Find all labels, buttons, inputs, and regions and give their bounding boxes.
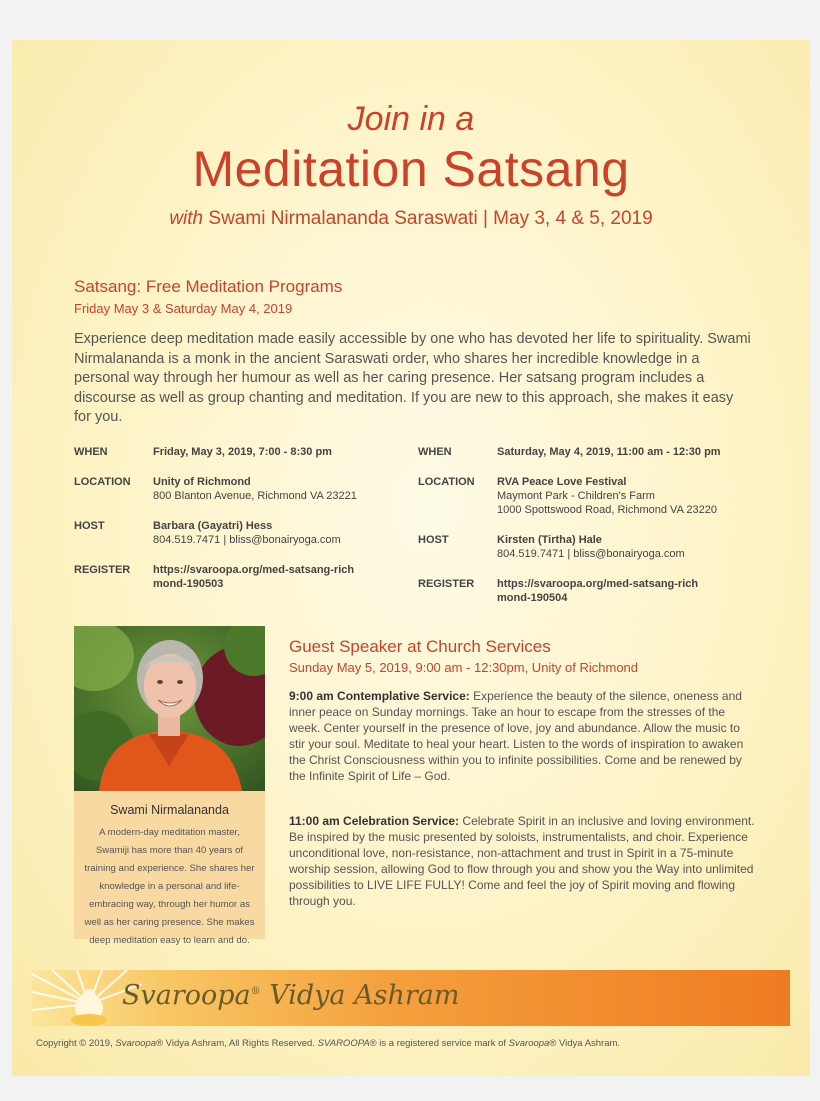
- contemplative-service-label: 9:00 am Contemplative Service:: [289, 689, 470, 703]
- event-1-register-link[interactable]: https://svaroopa.org/med-satsang-richmond-190503: [153, 564, 355, 590]
- event-2-host: [497, 533, 767, 561]
- event-1-host-name: Barbara (Gayatri) Hess: [153, 520, 273, 532]
- title-line-1: Join in a: [347, 100, 475, 138]
- event-1-host-label: HOST: [74, 520, 105, 532]
- event-1-host: [153, 519, 423, 547]
- celebration-service: [289, 813, 757, 909]
- satsang-intro: Experience deep meditation made easily accessible by one who has devoted her life to spirituality. Swami Nirmalananda is a monk in the ancient Saraswati order, who shares her incredible knowledge in a personal way through her humour as well as her caring presence. Her satsang program includes a discourse as well as group chanting and meditation. If you are new to this approach, she makes it easy for you.: [74, 331, 751, 425]
- subtitle-speaker-dates: Swami Nirmalananda Saraswati | May 3, 4 & 5, 2019: [208, 208, 653, 229]
- church-dates: Sunday May 5, 2019, 9:00 am - 12:30pm, Unity of Richmond: [289, 660, 639, 675]
- satsang-dates: Friday May 3 & Saturday May 4, 2019: [74, 301, 293, 316]
- event-2-host-label: HOST: [418, 534, 449, 546]
- brand-banner: [32, 970, 790, 1026]
- speaker-portrait-image: [74, 626, 265, 791]
- speaker-name: Swami Nirmalananda: [110, 803, 229, 817]
- contemplative-service-text: Experience the beauty of the silence, oneness and inner peace on Sunday mornings. Take an hour to escape from the stresses of the week. Center yourself in the presence of love, joy and abundance. Allow the music to stir your soul. Meditate to heal your heart. Listen to the words of inspiration to awaken the Christ Consciousness within you to infinite possibilities. Come and be renewed by the Infinite Spirit of Life – God.: [289, 689, 744, 783]
- church-heading: Guest Speaker at Church Services: [289, 637, 551, 656]
- event-1-info: [74, 445, 414, 605]
- speaker-photo: [74, 626, 265, 791]
- event-1-location: [153, 475, 423, 503]
- title-line-2: Meditation Satsang: [192, 141, 630, 197]
- satsang-heading: Satsang: Free Meditation Programs: [74, 277, 343, 296]
- subtitle: [12, 208, 810, 230]
- event-2-register-label: REGISTER: [418, 578, 475, 590]
- event-1-when-label: WHEN: [74, 446, 108, 458]
- speaker-caption: [74, 791, 265, 946]
- contemplative-service: [289, 688, 757, 784]
- event-1-register: [153, 563, 358, 591]
- event-2-host-contact: 804.519.7471 | bliss@bonairyoga.com: [497, 548, 685, 560]
- subtitle-with: with: [169, 208, 204, 229]
- event-2-register: [497, 577, 702, 605]
- event-1-location-address: 800 Blanton Avenue, Richmond VA 23221: [153, 490, 357, 502]
- celebration-service-label: 11:00 am Celebration Service:: [289, 814, 460, 828]
- event-1-location-name: Unity of Richmond: [153, 476, 251, 488]
- event-1-host-contact: 804.519.7471 | bliss@bonairyoga.com: [153, 534, 341, 546]
- event-2-location-line2: Maymont Park - Children's Farm: [497, 490, 655, 502]
- event-1-register-label: REGISTER: [74, 564, 131, 576]
- event-2-location-name: RVA Peace Love Festival: [497, 476, 627, 488]
- event-2-location-address: 1000 Spottswood Road, Richmond VA 23220: [497, 504, 717, 516]
- speaker-bio: A modern-day meditation master, Swamiji has more than 40 years of training and experience. She shares her knowledge in a personal and life-embracing way, through her humor as well as her caring presence. She makes deep meditation easy to learn and do.: [84, 827, 255, 946]
- celebration-service-text: Celebrate Spirit in an inclusive and loving environment. Be inspired by the music presented by soloists, instrumentalists, and choir. Experience unconditional love, non-resistance, non-attachment and trust in Spirit in a 75-minute worship session, allowing God to flow through you and show you the Way into unlimited possibilities to LIVE LIFE FULLY! Come and feel the joy of Spirit moving and flowing through you.: [289, 814, 755, 908]
- event-2-location-label: LOCATION: [418, 476, 475, 488]
- flyer-page: [12, 40, 810, 1076]
- event-2-when-label: WHEN: [418, 446, 452, 458]
- copyright-notice: Copyright © 2019, Svaroopa® Vidya Ashram, All Rights Reserved. SVAROOPA® is a registered service mark of Svaroopa® Vidya Ashram.: [36, 1038, 621, 1049]
- event-2-location: [497, 475, 787, 517]
- event-2-info: [418, 445, 788, 615]
- event-2-register-link[interactable]: https://svaroopa.org/med-satsang-richmond-190504: [497, 578, 699, 604]
- event-1-location-label: LOCATION: [74, 476, 131, 488]
- event-1-when: Friday, May 3, 2019, 7:00 - 8:30 pm: [153, 446, 332, 458]
- brand-name: Svaroopa® Vidya Ashram: [122, 980, 460, 1011]
- event-2-host-name: Kirsten (Tirtha) Hale: [497, 534, 602, 546]
- event-2-when: Saturday, May 4, 2019, 11:00 am - 12:30 pm: [497, 446, 721, 458]
